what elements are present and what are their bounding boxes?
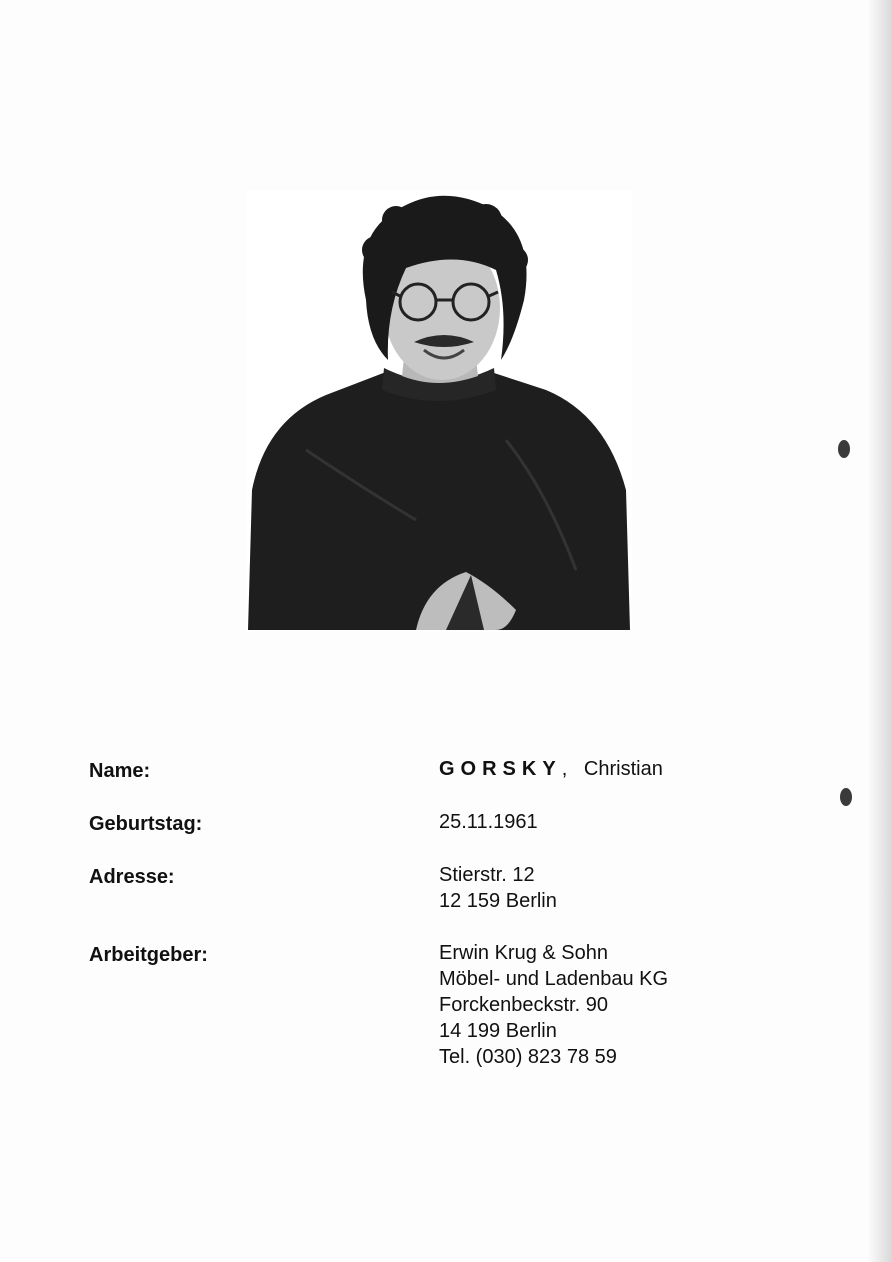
employer-value — [439, 940, 668, 1070]
portrait-photo — [246, 190, 632, 632]
page-edge-shadow — [866, 0, 892, 1262]
name-separator: , — [561, 758, 568, 780]
punch-hole — [840, 788, 852, 806]
employer-line: Möbel- und Ladenbau KG — [439, 968, 669, 990]
address-value — [439, 862, 557, 914]
address-label: Adresse: — [89, 866, 175, 888]
name-value — [439, 756, 663, 782]
name-label: Name: — [89, 760, 151, 782]
surname: GORSKY — [439, 758, 562, 780]
address-line: 12 159 Berlin — [439, 890, 557, 912]
employer-line: 14 199 Berlin — [439, 1020, 557, 1042]
employer-line: Erwin Krug & Sohn — [439, 942, 608, 964]
birthday-label: Geburtstag: — [89, 813, 203, 835]
punch-hole — [838, 440, 850, 458]
employer-line: Tel. (030) 823 78 59 — [439, 1046, 617, 1068]
firstname: Christian — [583, 758, 663, 780]
employer-label: Arbeitgeber: — [89, 944, 208, 966]
birthday-value: 25.11.1961 — [439, 811, 538, 833]
employer-line: Forckenbeckstr. 90 — [439, 994, 608, 1016]
address-line: Stierstr. 12 — [439, 864, 535, 886]
